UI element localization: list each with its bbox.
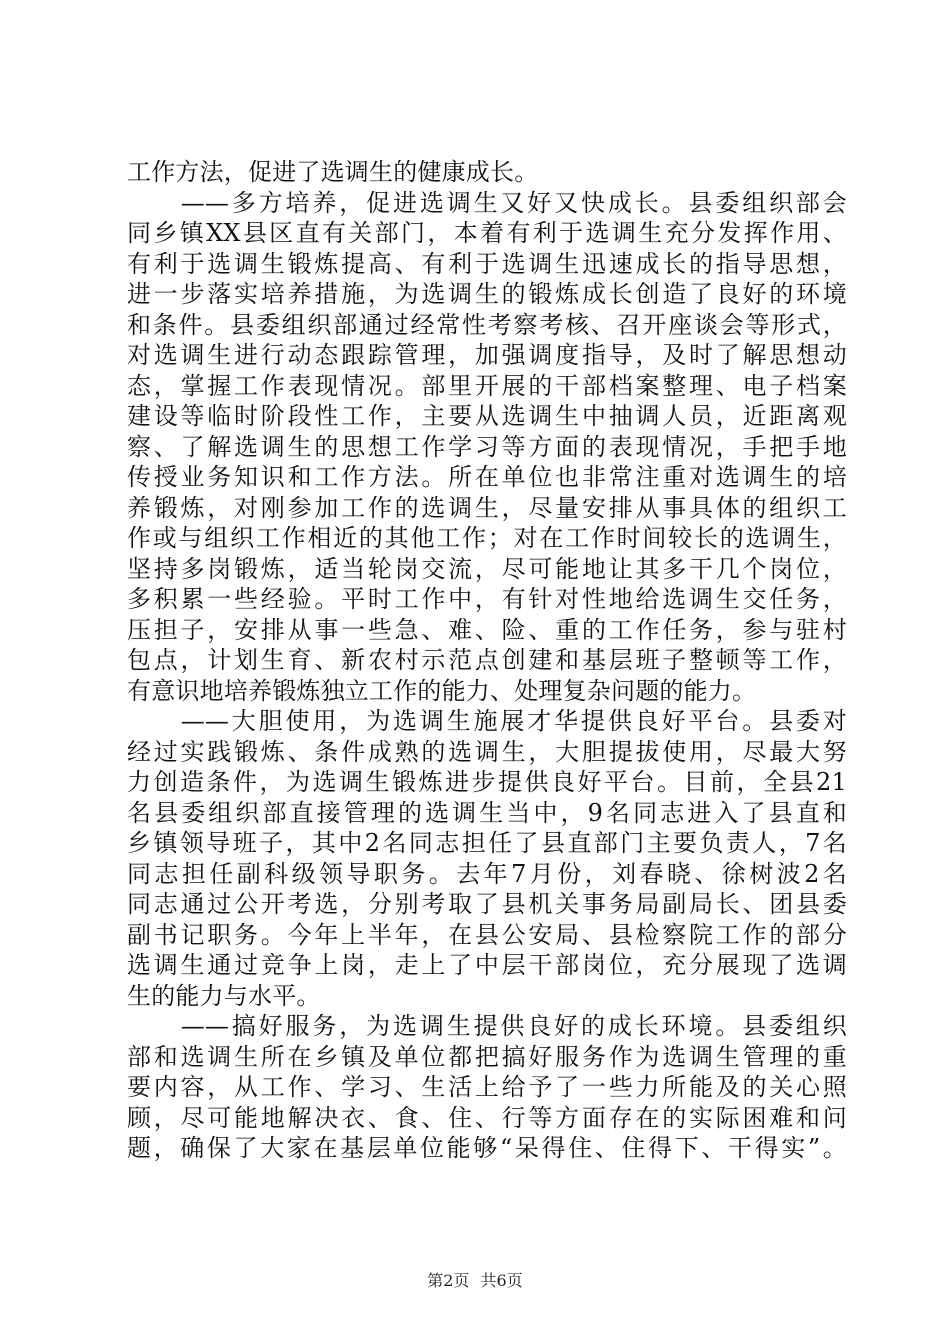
text-line: 力创造条件，为选调生锻炼进步提供良好平台。目前，全县21: [127, 768, 847, 796]
text-line: 压担子，安排从事一些急、难、险、重的工作任务，参与驻村: [127, 615, 847, 644]
text-line: ——多方培养，促进选调生又好又快成长。县委组织部会: [127, 188, 847, 217]
text-line: 有意识地培养锻炼独立工作的能力、处理复杂问题的能力。: [127, 676, 757, 705]
page-number: 第2页: [427, 1271, 470, 1290]
text-line: 同乡镇XX县区直有关部门，本着有利于选调生充分发挥作用、: [127, 219, 847, 247]
text-line: 乡镇领导班子，其中2名同志担任了县直部门主要负责人，7名: [127, 829, 847, 857]
text-line: 察、了解选调生的思想工作学习等方面的表现情况，手把手地: [127, 432, 847, 461]
text-line: 态，掌握工作表现情况。部里开展的干部档案整理、电子档案: [127, 371, 847, 400]
text-line: 名县委组织部直接管理的选调生当中，9名同志进入了县直和: [127, 798, 847, 827]
text-line: 进一步落实培养措施，为选调生的锻炼成长创造了良好的环境: [127, 280, 847, 308]
text-line: ——大胆使用，为选调生施展才华提供良好平台。县委对: [127, 707, 847, 735]
text-line: 养锻炼，对刚参加工作的选调生，尽量安排从事具体的组织工: [127, 493, 847, 522]
text-line: 有利于选调生锻炼提高、有利于选调生迅速成长的指导思想，: [127, 249, 847, 278]
text-line: ——搞好服务，为选调生提供良好的成长环境。县委组织: [127, 1012, 847, 1040]
text-line: 同志担任副科级领导职务。去年7月份，刘春晓、徐树波2名: [127, 859, 847, 888]
text-line: 对选调生进行动态跟踪管理，加强调度指导，及时了解思想动: [127, 341, 847, 369]
body-text: [127, 157, 847, 1164]
text-line: 传授业务知识和工作方法。所在单位也非常注重对选调生的培: [127, 463, 847, 491]
text-line: 建设等临时阶段性工作，主要从选调生中抽调人员，近距离观: [127, 402, 847, 430]
text-line: 多积累一些经验。平时工作中，有针对性地给选调生交任务，: [127, 585, 847, 613]
text-line: 包点，计划生育、新农村示范点创建和基层班子整顿等工作，: [127, 646, 847, 674]
text-line: 工作方法，促进了选调生的健康成长。: [127, 158, 539, 186]
text-line: 副书记职务。今年上半年，在县公安局、县检察院工作的部分: [127, 920, 847, 949]
text-line: 顾，尽可能地解决衣、食、住、行等方面存在的实际困难和问: [127, 1103, 847, 1132]
text-line: 要内容，从工作、学习、生活上给予了一些力所能及的关心照: [127, 1073, 847, 1101]
text-line: 和条件。县委组织部通过经常性考察考核、召开座谈会等形式，: [127, 310, 847, 339]
text-line: 选调生通过竞争上岗，走上了中层干部岗位，充分展现了选调: [127, 951, 847, 979]
text-line: 经过实践锻炼、条件成熟的选调生，大胆提拔使用，尽最大努: [127, 737, 847, 766]
text-line: 作或与组织工作相近的其他工作；对在工作时间较长的选调生，: [127, 524, 847, 552]
page-footer: [0, 1271, 950, 1291]
text-line: 部和选调生所在乡镇及单位都把搞好服务作为选调生管理的重: [127, 1042, 847, 1071]
page-total: 共6页: [480, 1271, 523, 1290]
text-line: 同志通过公开考选，分别考取了县机关事务局副局长、团县委: [127, 890, 847, 918]
text-line: 坚持多岗锻炼，适当轮岗交流，尽可能地让其多干几个岗位，: [127, 554, 847, 583]
text-line: 生的能力与水平。: [127, 981, 321, 1010]
text-line: 题，确保了大家在基层单位能够“呆得住、住得下、干得实”。: [127, 1134, 847, 1162]
